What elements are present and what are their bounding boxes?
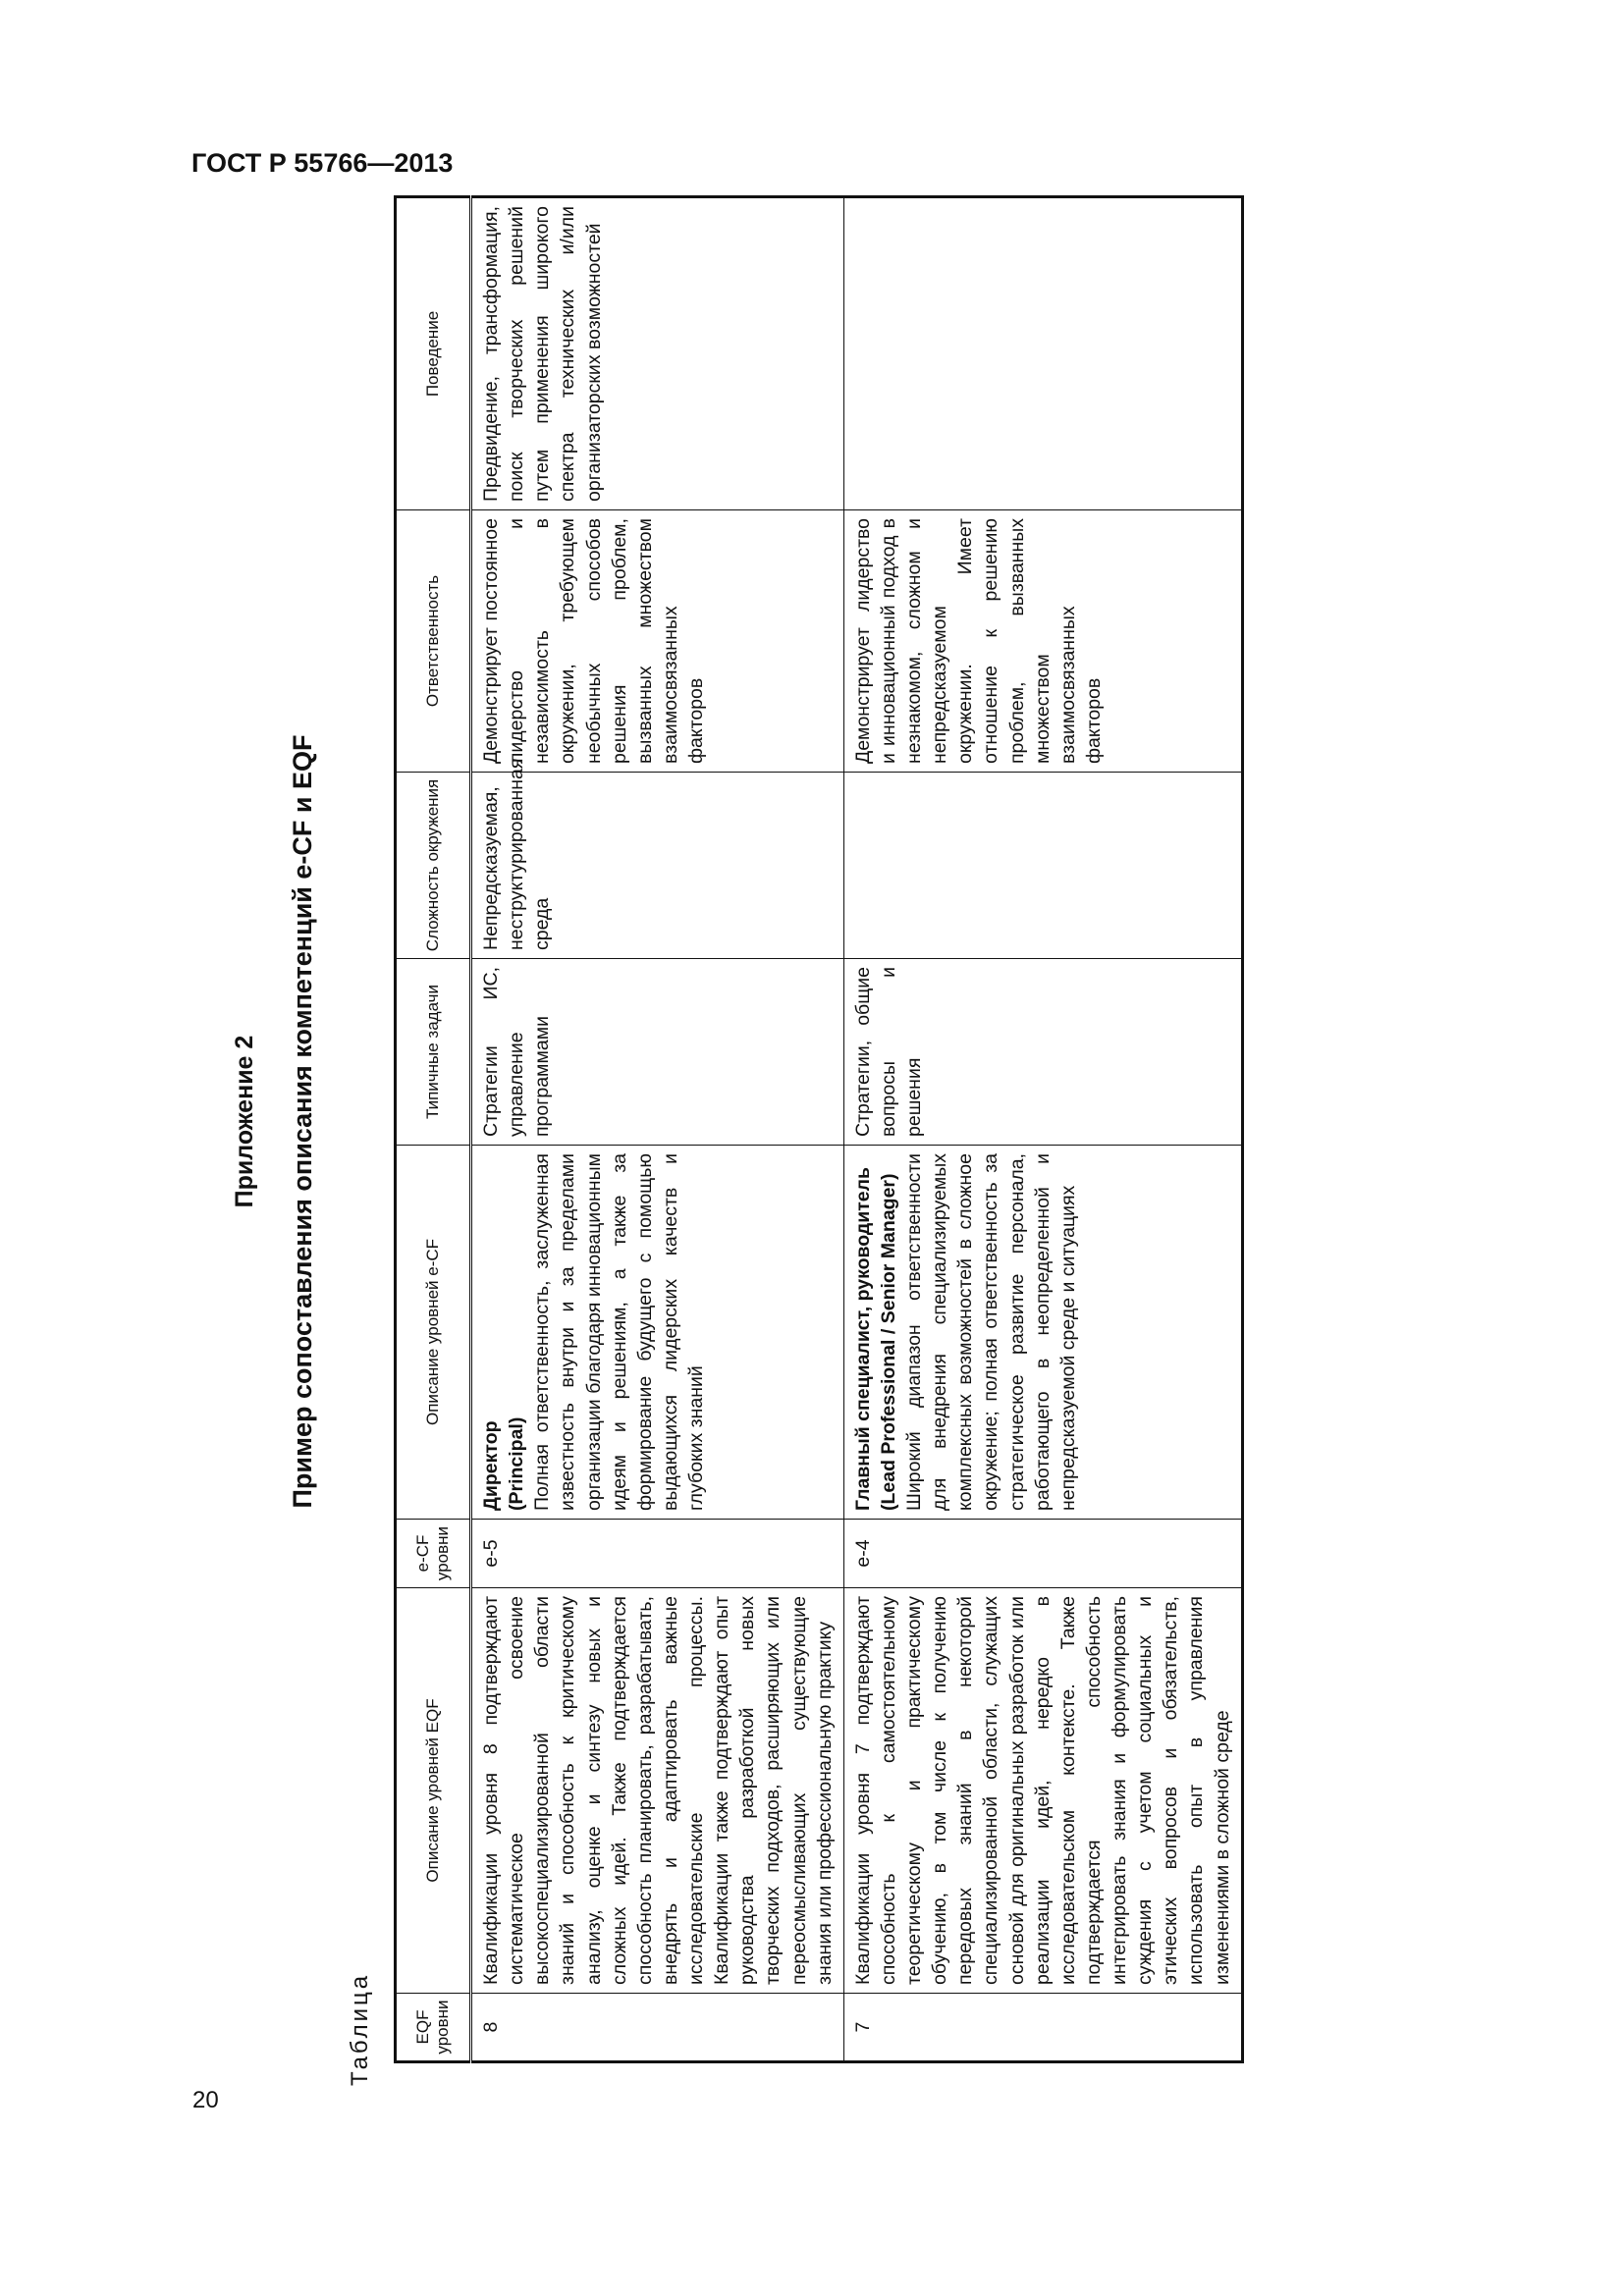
table-row: [843, 197, 1242, 2062]
eqf-level-cell: 7: [843, 1994, 1242, 2062]
header-eqf-description: Описание уровней EQF: [396, 1588, 471, 1994]
eqf-description-cell: Квалификации уровня 7 подтверждают способность к самостоятельному теоретическому и практическому обучению, в том числе к получению передовых знаний в некоторой специализированной области, служащих основой для оригинальных разработок или реализации идей, нередко в исследовательском контексте. Также подтверждается способность интегрировать знания и формулировать суждения с учетом социальных и этических вопросов и обязательств, использовать опыт в управления изменениями в сложной среде: [843, 1588, 1242, 1994]
ecf-description-cell: [843, 1146, 1242, 1520]
eqf-description-cell: Квалификации уровня 8 подтверждают систематическое освоение высокоспециализированной области знаний и способность к критическому анализу, оценке и синтезу новых и сложных идей. Также подтверждается способность планировать, разрабатывать, внедрять и адаптировать важные исследовательские процессы. Квалификации также подтверждают опыт руководства разработкой новых творческих подходов, расширяющих или переосмысливающих существующие знания или профессиональную практику: [471, 1588, 844, 1994]
eqf-level-cell: 8: [471, 1994, 844, 2062]
complexity-cell: [843, 773, 1242, 959]
header-behavior: Поведение: [396, 197, 471, 510]
responsibility-cell: Демонстрирует постоянное лидерство и независимость в окружении, требующем необычных способов решения проблем, вызванных множеством взаимосвязанных факторов: [471, 510, 844, 773]
header-eqf-level: EQF уровни: [396, 1994, 471, 2062]
table-label: Таблица: [347, 1972, 373, 2086]
ecf-role-title: Главный специалист, руководитель: [851, 1166, 874, 1511]
table-row: [471, 197, 844, 2062]
header-responsibility: Ответственность: [396, 510, 471, 773]
ecf-role-description: Широкий диапазон ответственности для внедрения специализируемых комплексных возможностей в сложное окружение; полная ответственность за стратегическое развитие персонала, работающего в неопределенной и непредсказуемой среде и ситуациях: [903, 1153, 1079, 1511]
ecf-role-title: Директор: [480, 1420, 502, 1511]
header-environment-complexity: Сложность окружения: [396, 773, 471, 959]
ecf-level-cell: e-5: [471, 1520, 844, 1588]
complexity-cell: Непредсказуемая, неструктурированная среда: [471, 773, 844, 959]
standard-code: ГОСТ Р 55766—2013: [191, 148, 454, 178]
behavior-cell: Предвидение, трансформация, поиск творческих решений путем применения широкого спектра технических и/или организаторских возможностей: [471, 197, 844, 510]
ecf-role-title-en: (Lead Professional / Senior Manager): [877, 1173, 899, 1511]
rotated-page-content: [231, 157, 1546, 2086]
header-typical-tasks: Типичные задачи: [396, 959, 471, 1146]
ecf-role-title-en: (Principal): [506, 1416, 528, 1511]
responsibility-cell: Демонстрирует лидерство и инновационный подход в незнакомом, сложном и непредсказуемом окружении. Имеет отношение к решению проблем, вызванных множеством взаимосвязанных факторов: [843, 510, 1242, 773]
appendix-heading: Приложение 2: [231, 1035, 258, 1208]
typical-tasks-cell: Стратегии ИС, управление программами: [471, 959, 844, 1146]
ecf-description-cell: [471, 1146, 844, 1520]
table-title: Пример сопоставления описания компетенций e-CF и EQF: [288, 734, 317, 1509]
typical-tasks-cell: Стратегии, общие вопросы и решения: [843, 959, 1242, 1146]
table-header-row: [396, 197, 471, 2062]
ecf-level-cell: e-4: [843, 1520, 1242, 1588]
header-ecf-level: e-CF уровни: [396, 1520, 471, 1588]
page-number: 20: [192, 2087, 219, 2113]
competency-mapping-table: [394, 195, 1244, 2063]
header-ecf-description: Описание уровней e-CF: [396, 1146, 471, 1520]
ecf-role-description: Полная ответственность, заслуженная известность внутри и за пределами организации благодаря инновационным идеям и решениям, а также за формирование будущего с помощью выдающихся лидерских качеств и глубоких знаний: [531, 1153, 707, 1511]
behavior-cell: [843, 197, 1242, 510]
